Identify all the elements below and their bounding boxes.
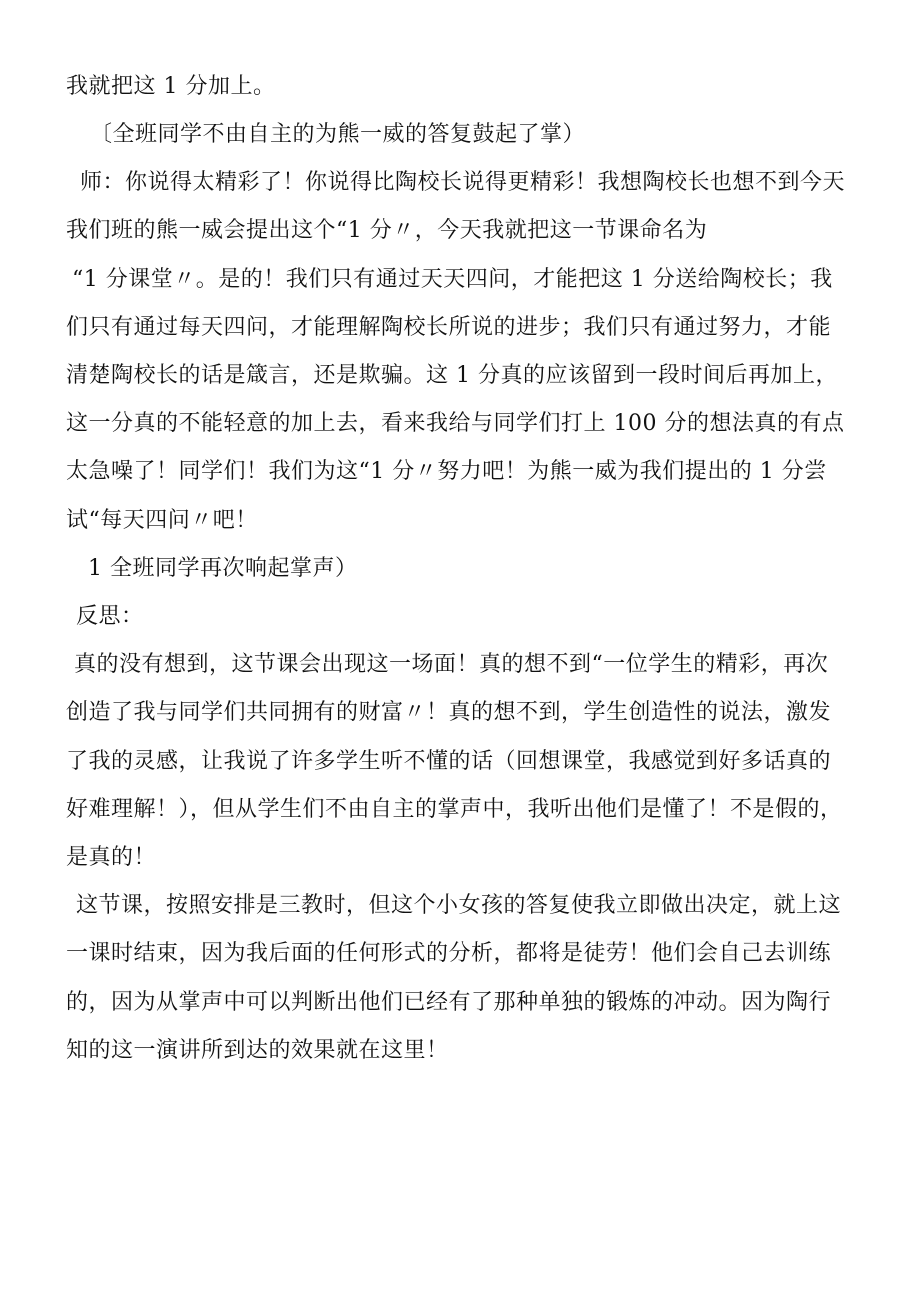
text-line: 这节课，按照安排是三教时，但这个小女孩的答复使我立即做出决定，就上这 — [76, 893, 842, 918]
text-line: 1 全班同学再次响起掌声） — [88, 556, 358, 581]
text-line: 〔全班同学不由自主的为熊一威的答复鼓起了掌） — [90, 122, 586, 147]
text-line: 一课时结束，因为我后面的任何形式的分析，都将是徒劳！他们会自己去训练 — [66, 941, 832, 966]
text-line: 我们班的熊一威会提出这个“1 分〃，今天我就把这一节课命名为 — [66, 218, 708, 243]
text-line: 的，因为从掌声中可以判断出他们已经有了那种单独的锻炼的冲动。因为陶行 — [66, 990, 832, 1015]
text-line: 真的没有想到，这节课会出现这一场面！真的想不到“一位学生的精彩，再次 — [74, 652, 829, 677]
text-line: 了我的灵感，让我说了许多学生听不懂的话（回想课堂，我感觉到好多话真的 — [66, 749, 832, 774]
text-line: 试“每天四问〃吧！ — [66, 508, 258, 533]
text-line: “1 分课堂〃。是的！我们只有通过天天四问，才能把这 1 分送给陶校长；我 — [72, 267, 833, 292]
text-line: 创造了我与同学们共同拥有的财富〃！真的想不到，学生创造性的说法，激发 — [66, 700, 832, 725]
text-line: 师：你说得太精彩了！你说得比陶校长说得更精彩！我想陶校长也想不到今天 — [80, 170, 846, 195]
text-line: 清楚陶校长的话是箴言，还是欺骗。这 1 分真的应该留到一段时间后再加上， — [66, 363, 838, 388]
text-line: 是真的！ — [66, 845, 157, 870]
text-line: 反思： — [76, 604, 144, 629]
text-line: 好难理解！），但从学生们不由自主的掌声中，我听出他们是懂了！不是假的， — [66, 797, 843, 822]
text-line: 这一分真的不能轻意的加上去，看来我给与同学们打上 100 分的想法真的有点 — [66, 411, 845, 436]
text-line: 们只有通过每天四问，才能理解陶校长所说的进步；我们只有通过努力，才能 — [66, 315, 832, 340]
text-line: 我就把这 1 分加上。 — [66, 74, 276, 99]
text-line: 知的这一演讲所到达的效果就在这里！ — [66, 1038, 449, 1063]
text-line: 太急噪了！同学们！我们为这“1 分〃努力吧！为熊一威为我们提出的 1 分尝 — [66, 459, 827, 484]
